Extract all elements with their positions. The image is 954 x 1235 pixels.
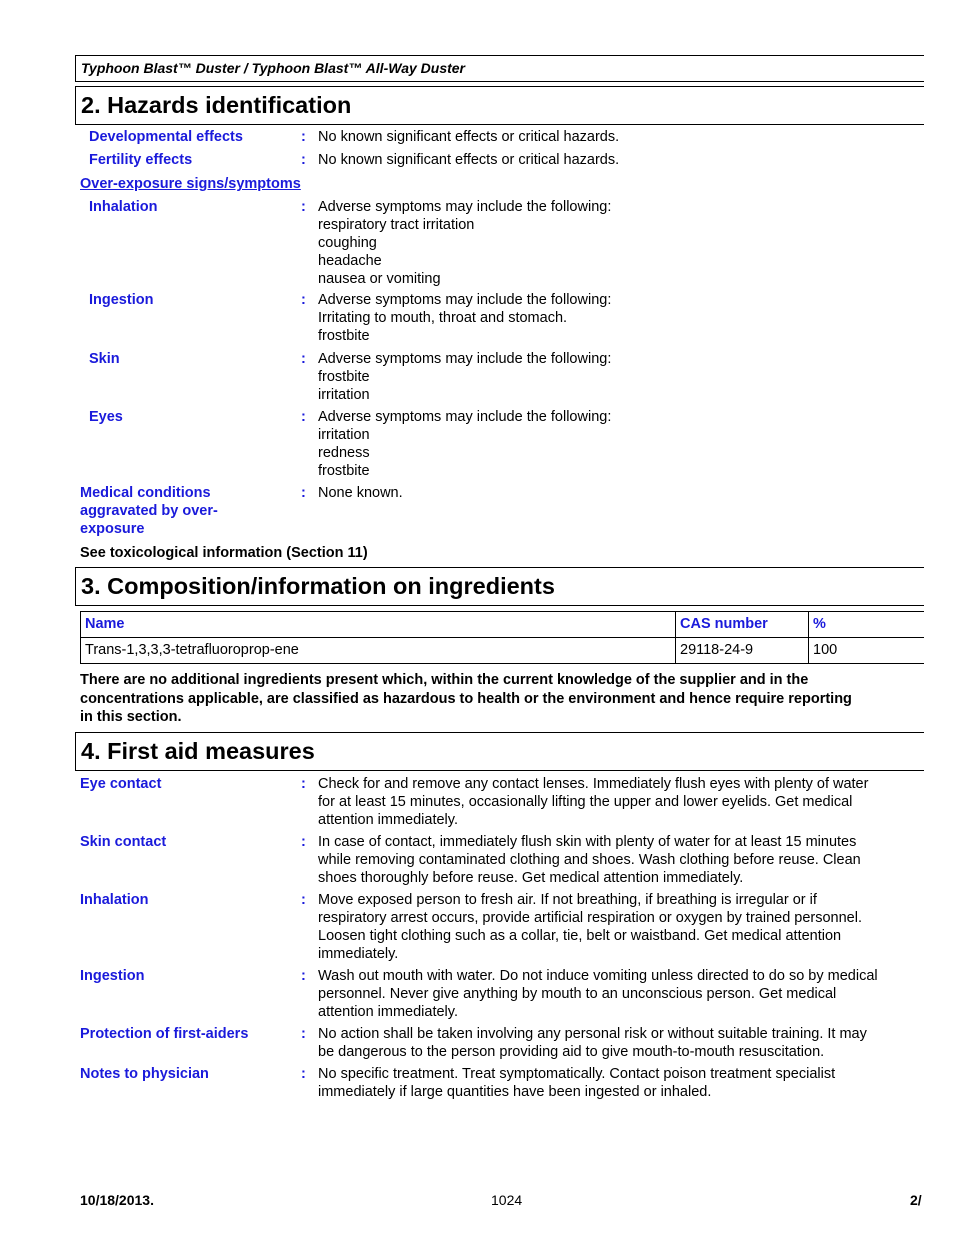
first-aid-ingestion-label: Ingestion <box>80 968 145 984</box>
first-aid-inhalation-text: Move exposed person to fresh air. If not breathing, if breathing is irregular or if respiratory arrest occurs, provide artificial respiration or oxygen by trained personnel. Loosen tight clothing such as a collar, tie, belt or waistband. Get medical attention immediately. <box>318 892 862 962</box>
column-header-cas: CAS number <box>676 612 809 638</box>
skin-contact-text: In case of contact, immediately flush skin with plenty of water for at least 15 minutes while removing contaminated clothing and shoes. Wash clothing before reuse. Clean shoes thoroughly before reuse. Get medical attention immediately. <box>318 834 861 886</box>
protection-first-aiders-text: No action shall be taken involving any personal risk or without suitable training. It may be dangerous to the person providing aid to give mouth-to-mouth resuscitation. <box>318 1026 867 1060</box>
fertility-value: No known significant effects or critical hazards. <box>318 152 620 168</box>
skin-contact-label: Skin contact <box>80 834 167 850</box>
first-aid-inhalation-label: Inhalation <box>80 892 149 908</box>
developmental-label: Developmental effects <box>89 129 243 145</box>
colon: : <box>301 129 306 145</box>
notes-physician-label: Notes to physician <box>80 1066 209 1082</box>
eye-contact-label: Eye contact <box>80 776 162 792</box>
first-aid-ingestion-text: Wash out mouth with water. Do not induce vomiting unless directed to do so by medical personnel. Never give anything by mouth to an unconscious person. Get medical attention immediately. <box>318 968 878 1020</box>
footer-date: 10/18/2013. <box>80 1192 154 1208</box>
skin-symptoms: Adverse symptoms may include the following: frostbite irritation <box>318 351 612 403</box>
ingredients-table <box>80 611 924 664</box>
overexposure-link[interactable]: Over-exposure signs/symptoms <box>80 176 301 192</box>
inhalation-symptoms: Adverse symptoms may include the following: respiratory tract irritation coughing headache nausea or vomiting <box>318 199 612 287</box>
skin-label: Skin <box>89 351 120 367</box>
colon: : <box>301 776 306 792</box>
colon: : <box>301 1026 306 1042</box>
medical-conditions-value: None known. <box>318 485 403 501</box>
eye-contact-text: Check for and remove any contact lenses. Immediately flush eyes with plenty of water for at least 15 minutes, occasionally lifting the upper and lower eyelids. Get medical attention immediately. <box>318 776 869 828</box>
product-title: Typhoon Blast™ Duster / Typhoon Blast™ All-Way Duster <box>81 60 465 76</box>
ingestion-symptoms: Adverse symptoms may include the following: Irritating to mouth, throat and stomach. frostbite <box>318 292 612 344</box>
colon: : <box>301 834 306 850</box>
table-header-row <box>81 612 925 638</box>
medical-conditions-label: Medical conditions aggravated by over- exposure <box>80 485 218 537</box>
colon: : <box>301 485 306 501</box>
colon: : <box>301 1066 306 1082</box>
colon: : <box>301 968 306 984</box>
developmental-value: No known significant effects or critical hazards. <box>318 129 620 145</box>
section-3-title: 3. Composition/information on ingredients <box>81 573 555 599</box>
eyes-symptoms: Adverse symptoms may include the following: irritation redness frostbite <box>318 409 612 479</box>
colon: : <box>301 199 306 215</box>
eyes-label: Eyes <box>89 409 123 425</box>
notes-physician-text: No specific treatment. Treat symptomatically. Contact poison treatment specialist immediately if large quantities have been ingested or inhaled. <box>318 1066 836 1100</box>
colon: : <box>301 351 306 367</box>
see-toxicological-note: See toxicological information (Section 11) <box>80 545 368 561</box>
colon: : <box>301 152 306 168</box>
colon: : <box>301 409 306 425</box>
ingredient-percent: 100 <box>809 638 925 664</box>
column-header-percent: % <box>809 612 925 638</box>
column-header-name: Name <box>81 612 676 638</box>
footer-page-number: 2/ <box>910 1192 922 1208</box>
composition-note: There are no additional ingredients present which, within the current knowledge of the supplier and in the concentrations applicable, are classified as hazardous to health or the environment and hence require reporting in this section. <box>80 672 852 725</box>
colon: : <box>301 892 306 908</box>
protection-first-aiders-label: Protection of first-aiders <box>80 1026 249 1042</box>
footer-code: 1024 <box>491 1192 523 1208</box>
fertility-label: Fertility effects <box>89 152 193 168</box>
section-2-title: 2. Hazards identification <box>81 92 352 118</box>
ingredient-name: Trans-1,3,3,3-tetrafluoroprop-ene <box>81 638 676 664</box>
table-row <box>81 638 925 664</box>
ingredient-cas: 29118-24-9 <box>676 638 809 664</box>
section-4-title: 4. First aid measures <box>81 738 315 764</box>
colon: : <box>301 292 306 308</box>
ingestion-label: Ingestion <box>89 292 154 308</box>
inhalation-label: Inhalation <box>89 199 158 215</box>
